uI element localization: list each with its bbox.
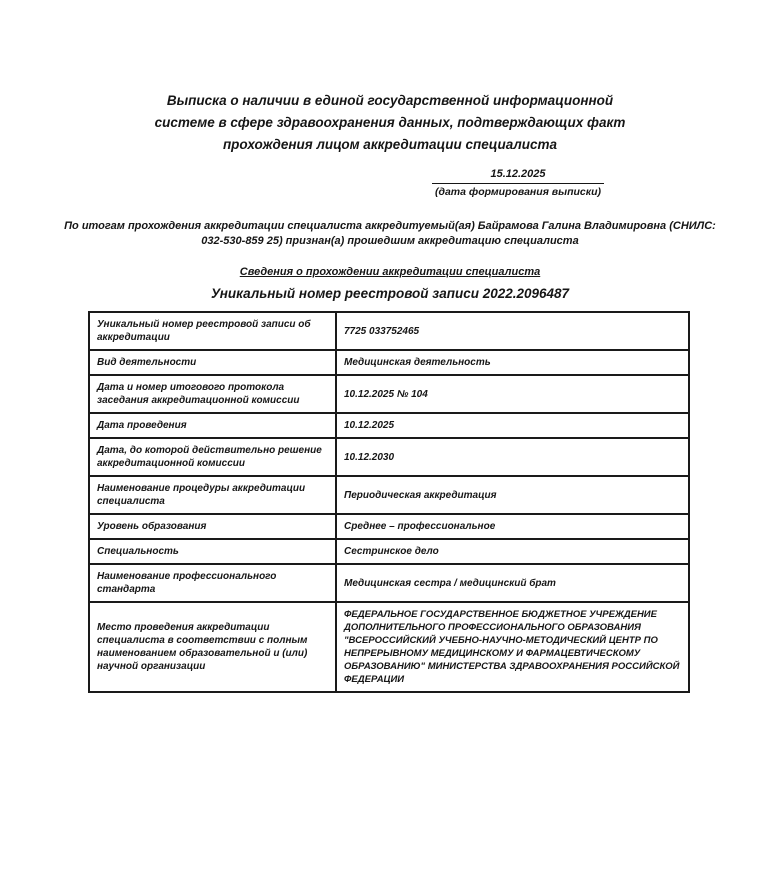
row-label-cell: Уникальный номер реестровой записи об аккредитации	[89, 312, 336, 350]
result-paragraph-line: 032-530-859 25) признан(а) прошедшим аккредитацию специалиста	[201, 235, 579, 247]
table-row	[89, 514, 689, 539]
row-label-cell: Вид деятельности	[89, 350, 336, 375]
row-value-cell: Сестринское дело	[336, 539, 689, 564]
result-paragraph-line: По итогам прохождения аккредитации специалиста аккредитуемый(ая) Байрамова Галина Владимировна (СНИЛС:	[64, 220, 716, 232]
result-paragraph	[30, 219, 750, 249]
table-row	[89, 564, 689, 602]
table-row	[89, 602, 689, 692]
document-title	[0, 90, 780, 156]
formation-date: 15.12.2025	[432, 168, 604, 184]
table-row	[89, 476, 689, 514]
row-value-cell: 7725 033752465	[336, 312, 689, 350]
table-row	[89, 350, 689, 375]
row-value-cell: 10.12.2030	[336, 438, 689, 476]
row-value-cell: Периодическая аккредитация	[336, 476, 689, 514]
table-row	[89, 375, 689, 413]
accreditation-table	[88, 311, 690, 693]
formation-date-block	[432, 168, 604, 199]
row-value-cell: Среднее – профессиональное	[336, 514, 689, 539]
table-row	[89, 413, 689, 438]
document-title-line: прохождения лицом аккредитации специалиста	[222, 137, 558, 152]
section-heading: Сведения о прохождении аккредитации специалиста	[239, 266, 541, 278]
row-label-cell: Дата и номер итогового протокола заседания аккредитационной комиссии	[89, 375, 336, 413]
row-label-cell: Дата, до которой действительно решение аккредитационной комиссии	[89, 438, 336, 476]
row-value-cell: Медицинская деятельность	[336, 350, 689, 375]
row-value-cell: 10.12.2025	[336, 413, 689, 438]
row-label-cell: Наименование профессионального стандарта	[89, 564, 336, 602]
row-value-cell: Медицинская сестра / медицинский брат	[336, 564, 689, 602]
row-label-cell: Дата проведения	[89, 413, 336, 438]
document-title-line: системе в сфере здравоохранения данных, подтверждающих факт	[154, 115, 626, 130]
row-value-cell: ФЕДЕРАЛЬНОЕ ГОСУДАРСТВЕННОЕ БЮДЖЕТНОЕ УЧРЕЖДЕНИЕ ДОПОЛНИТЕЛЬНОГО ПРОФЕССИОНАЛЬНОГО ОБРАЗОВАНИЯ "ВСЕРОССИЙСКИЙ УЧЕБНО-НАУЧНО-МЕТОДИЧЕСКИЙ ЦЕНТР ПО НЕПРЕРЫВНОМУ МЕДИЦИНСКОМУ И ФАРМАЦЕВТИЧЕСКОМУ ОБРАЗОВАНИЮ" МИНИСТЕРСТВА ЗДРАВООХРАНЕНИЯ РОССИЙСКОЙ ФЕДЕРАЦИИ	[336, 602, 689, 692]
row-label-cell: Специальность	[89, 539, 336, 564]
table-row	[89, 539, 689, 564]
row-label-cell: Место проведения аккредитации специалиста в соответствии с полным наименованием образовательной и (или) научной организации	[89, 602, 336, 692]
table-row	[89, 438, 689, 476]
row-label-cell: Уровень образования	[89, 514, 336, 539]
row-label-cell: Наименование процедуры аккредитации специалиста	[89, 476, 336, 514]
table-row	[89, 312, 689, 350]
row-value-cell: 10.12.2025 № 104	[336, 375, 689, 413]
document-title-line: Выписка о наличии в единой государственной информационной	[166, 93, 614, 108]
registry-number-heading: Уникальный номер реестровой записи 2022.2096487	[210, 286, 570, 301]
formation-date-caption: (дата формирования выписки)	[434, 186, 602, 198]
accreditation-table-body	[89, 312, 689, 692]
